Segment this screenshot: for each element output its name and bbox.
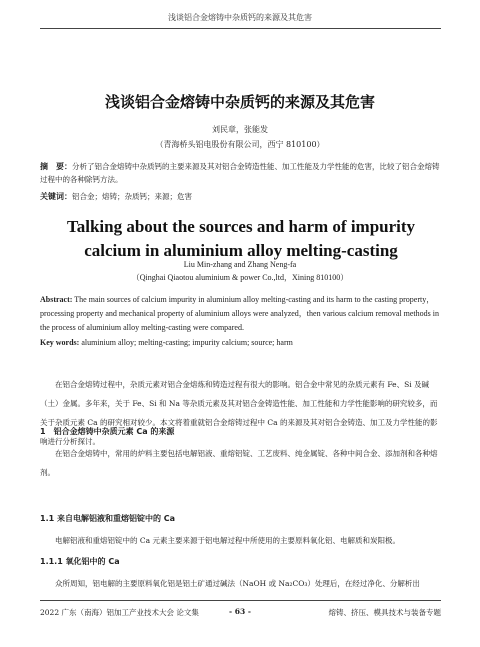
section-1-paragraph: 在铝合金熔铸中，常用的炉料主要包括电解铝液、重熔铝锭、工艺废料、纯金属锭、各种中间合金、添加剂和各种熔剂。 — [40, 449, 438, 477]
chinese-abstract-label: 摘 要： — [40, 162, 72, 171]
footer-topic: 熔铸、挤压、模具技术与装备专题 — [328, 608, 441, 617]
english-authors: Liu Min-zhang and Zhang Neng-fa — [183, 260, 297, 269]
english-abstract-text: The main sources of calcium impurity in aluminium alloy melting-casting and its harm to the casting property，processing property and mechanical property of aluminium alloys were analyzed，then various calcium removal methods in the process of aluminium alloy melting-casting were compared. — [40, 295, 439, 332]
section-1-1-1-paragraph: 众所周知，铝电解的主要原料氧化铝是铝土矿通过碱法（NaOH 或 Na₂CO₃）处理后，在经过净化、分解析出 — [55, 579, 420, 588]
chinese-keywords — [40, 191, 442, 202]
chinese-abstract-text: 分析了铝合金熔铸中杂质钙的主要来源及其对铝合金铸造性能、加工性能及力学性能的危害，比较了铝合金熔铸过程中的各种除钙方法。 — [40, 162, 440, 184]
chinese-authors: 刘民章，张能发 — [212, 125, 268, 134]
footer-rule — [40, 600, 441, 601]
english-abstract — [40, 293, 442, 335]
section-heading-1: 1 铝合金熔铸中杂质元素 Ca 的来源 — [40, 427, 175, 436]
english-keywords — [40, 338, 442, 347]
english-keywords-text: aluminium alloy; melting-casting; impurity calcium; source; harm — [79, 338, 293, 347]
chinese-keywords-text: 铝合金；熔铸；杂质钙；来源；危害 — [72, 192, 192, 201]
chinese-keywords-label: 关键词： — [40, 192, 72, 201]
section-heading-1-1: 1.1 来自电解铝液和重熔铝锭中的 Ca — [40, 514, 176, 523]
english-keywords-label: Key words: — [40, 338, 80, 347]
english-abstract-label: Abstract: — [40, 295, 73, 304]
chinese-title: 浅谈铝合金熔铸中杂质钙的来源及其危害 — [104, 93, 375, 111]
running-head: 浅谈铝合金熔铸中杂质钙的来源及其危害 — [168, 13, 312, 22]
english-title: Talking about the sources and harm of impurity calcium in aluminium alloy melting-casting — [66, 217, 416, 260]
section-1-1-paragraph: 电解铝液和重熔铝锭中的 Ca 元素主要来源于铝电解过程中所使用的主要原料氧化铝、电解质和炭阳极。 — [55, 536, 400, 545]
page-number: - 63 - — [229, 607, 251, 616]
header-rule — [40, 28, 441, 29]
section-heading-1-1-1: 1.1.1 氧化铝中的 Ca — [40, 557, 120, 566]
chinese-affiliation: （青海桥头铝电股份有限公司，西宁 810100） — [155, 140, 325, 149]
intro-paragraph: 在铝合金熔铸过程中，杂质元素对铝合金熔炼和铸造过程有很大的影响。铝合金中常见的杂质元素有 Fe、Si 及碱（土）金属。多年来，关于 Fe、Si 和 Na 等杂质元素及其对铝合金铸造性能、加工性能和力学性能影响的研究较多，而关于杂质元素 Ca 的研究相对较少。本文将着重就铝合金熔铸过程中 Ca 的来源及其对铝合金铸造、加工及力学性能的影响进行分析探讨。 — [40, 380, 438, 446]
footer-proceedings: 2022 广东（南海）铝加工产业技术大会 论文集 — [40, 608, 199, 617]
chinese-abstract — [40, 160, 442, 186]
english-affiliation: （Qinghai Qiaotou aluminium & power Co.,ltd，Xining 810100） — [131, 273, 349, 282]
